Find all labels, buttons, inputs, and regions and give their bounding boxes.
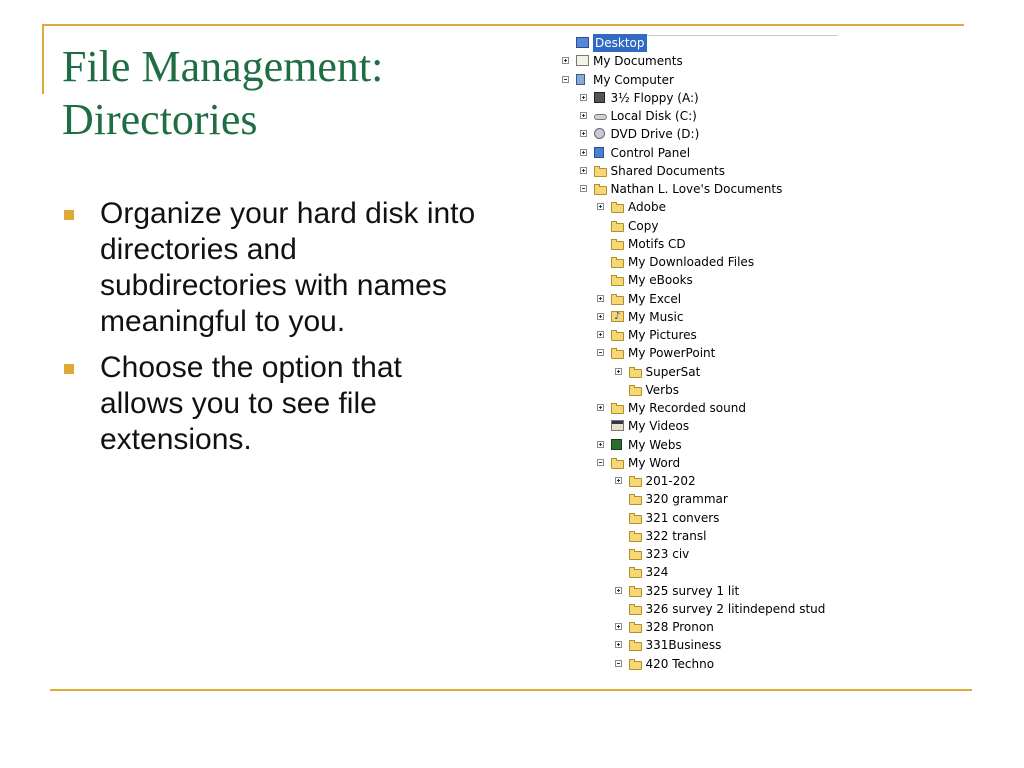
tree-node-label[interactable]: Motifs CD <box>628 236 686 251</box>
tree-node-label[interactable]: My Music <box>628 309 684 324</box>
folder-icon <box>629 496 642 505</box>
expand-toggle-icon[interactable] <box>615 623 622 630</box>
tree-node[interactable] <box>560 271 850 289</box>
tree-node[interactable] <box>560 436 850 454</box>
tree-node-label[interactable]: Control Panel <box>610 145 691 160</box>
folder-icon <box>629 387 642 396</box>
folder-icon <box>611 296 624 305</box>
tree-node[interactable] <box>560 363 850 381</box>
my-computer-icon <box>576 74 585 85</box>
tree-node[interactable] <box>560 399 850 417</box>
expand-toggle-icon[interactable] <box>615 587 622 594</box>
expand-toggle-icon[interactable] <box>615 477 622 484</box>
expand-toggle-icon[interactable] <box>615 368 622 375</box>
tree-node[interactable] <box>560 162 850 180</box>
tree-node-label[interactable]: My Pictures <box>628 328 697 342</box>
tree-node-label[interactable]: My eBooks <box>628 273 693 288</box>
folder-icon <box>629 533 642 542</box>
collapse-toggle-icon[interactable] <box>597 459 604 466</box>
bullet-list <box>62 196 482 468</box>
tree-node-label[interactable]: My PowerPoint <box>628 346 716 361</box>
tree-node[interactable] <box>560 454 850 472</box>
my-documents-icon <box>576 55 589 66</box>
folder-icon <box>629 369 642 378</box>
expand-toggle-icon[interactable] <box>597 203 604 210</box>
folder-icon <box>611 204 624 213</box>
tree-node[interactable] <box>560 545 850 563</box>
hard-disk-icon <box>594 114 607 120</box>
tree-node[interactable] <box>560 490 850 508</box>
expand-toggle-icon[interactable] <box>597 331 604 338</box>
tree-node[interactable] <box>560 253 850 271</box>
folder-icon <box>611 277 624 286</box>
tree-node-label[interactable]: SuperSat <box>645 364 701 379</box>
tree-node[interactable] <box>560 290 850 308</box>
tree-node-label[interactable]: DVD Drive (D:) <box>610 127 700 142</box>
folder-icon <box>611 259 624 268</box>
expand-toggle-icon[interactable] <box>615 641 622 648</box>
tree-node[interactable] <box>560 180 850 198</box>
tree-node-label[interactable]: 321 convers <box>645 510 720 525</box>
tree-node[interactable] <box>560 326 850 344</box>
tree-node-label[interactable]: My Webs <box>628 437 682 452</box>
folder-icon <box>611 223 624 232</box>
tree-node[interactable] <box>560 198 850 216</box>
tree-node[interactable] <box>560 582 850 600</box>
folder-icon <box>629 551 642 560</box>
top-rule <box>42 24 964 26</box>
expand-toggle-icon[interactable] <box>597 313 604 320</box>
tree-node-label[interactable]: Adobe <box>628 200 666 215</box>
tree-node-label[interactable]: Shared Documents <box>610 163 725 178</box>
tree-node[interactable] <box>560 125 850 143</box>
tree-node-label[interactable]: Local Disk (C:) <box>610 109 697 123</box>
folder-icon <box>594 186 607 195</box>
tree-node[interactable] <box>560 472 850 490</box>
video-folder-icon <box>611 420 624 431</box>
expand-toggle-icon[interactable] <box>580 149 587 156</box>
folder-icon <box>629 478 642 487</box>
folder-icon <box>629 569 642 578</box>
folder-icon <box>629 515 642 524</box>
tree-node[interactable] <box>560 71 850 89</box>
tree-node-label[interactable]: Copy <box>628 218 659 233</box>
tree-node[interactable] <box>560 636 850 654</box>
folder-icon <box>611 350 624 359</box>
tree-node[interactable] <box>560 144 850 162</box>
tree-node-label[interactable]: Nathan L. Love's Documents <box>610 182 783 196</box>
tree-node-label[interactable]: 322 transl <box>645 528 707 543</box>
slide-title-line-2: Directories <box>62 95 258 144</box>
tree-node-label[interactable]: 326 survey 2 litindepend stud <box>645 601 826 616</box>
tree-node[interactable] <box>560 655 850 673</box>
tree-node-label[interactable]: Desktop <box>595 36 645 50</box>
tree-node-label[interactable]: My Computer <box>593 72 674 87</box>
tree-node[interactable] <box>560 600 850 618</box>
tree-node-label[interactable]: 325 survey 1 lit <box>645 583 740 598</box>
tree-node[interactable] <box>560 107 850 125</box>
tree-node-label[interactable]: My Word <box>628 455 681 470</box>
tree-node-label[interactable]: My Videos <box>628 419 690 434</box>
webs-folder-icon <box>611 439 622 450</box>
tree-node[interactable] <box>560 381 850 399</box>
dvd-drive-icon <box>594 128 605 139</box>
tree-node-label[interactable]: My Downloaded Files <box>628 255 755 269</box>
tree-node-label[interactable]: My Documents <box>593 54 683 69</box>
tree-node-label[interactable]: 3½ Floppy (A:) <box>610 90 699 105</box>
tree-node[interactable] <box>560 527 850 545</box>
bullet-text: Organize your hard disk into directories and subdirectories with names meaningful to you. <box>100 197 476 338</box>
expand-toggle-icon[interactable] <box>597 441 604 448</box>
folder-icon <box>629 642 642 651</box>
tree-node[interactable] <box>560 344 850 362</box>
tree-node-label[interactable]: My Recorded sound <box>628 401 746 415</box>
tree-node[interactable] <box>560 235 850 253</box>
tree-node[interactable] <box>560 563 850 581</box>
bottom-rule <box>50 689 972 691</box>
tree-node[interactable] <box>560 308 850 326</box>
bullet-item <box>62 196 482 340</box>
expand-toggle-icon[interactable] <box>597 295 604 302</box>
folder-icon <box>594 168 607 177</box>
desktop-icon <box>576 37 589 48</box>
control-panel-icon <box>594 147 604 158</box>
folder-icon <box>629 624 642 633</box>
expand-toggle-icon[interactable] <box>597 404 604 411</box>
tree-node-label[interactable]: 420 Techno <box>645 656 715 671</box>
folder-tree[interactable] <box>560 34 850 673</box>
tree-node-label[interactable]: 323 civ <box>645 547 690 561</box>
tree-node[interactable] <box>560 52 850 70</box>
music-folder-icon <box>611 311 624 322</box>
expand-toggle-icon[interactable] <box>580 94 587 101</box>
square-bullet-icon <box>64 364 74 374</box>
expand-toggle-icon[interactable] <box>580 130 587 137</box>
folder-icon <box>629 606 642 615</box>
floppy-drive-icon <box>594 92 605 103</box>
folder-icon <box>611 332 624 341</box>
slide-title-line-1: File Management: <box>62 42 384 91</box>
tree-node-label[interactable]: 201-202 <box>645 474 696 488</box>
tree-node-label[interactable]: 324 <box>645 565 669 580</box>
left-rule <box>42 24 44 94</box>
expand-toggle-icon[interactable] <box>580 167 587 174</box>
bullet-item <box>62 350 482 458</box>
tree-node-label[interactable]: My Excel <box>628 291 682 306</box>
collapse-toggle-icon[interactable] <box>562 76 569 83</box>
collapse-toggle-icon[interactable] <box>580 185 587 192</box>
folder-icon <box>629 661 642 670</box>
folder-icon <box>629 588 642 597</box>
tree-node-label[interactable]: Verbs <box>645 382 679 397</box>
tree-node-label[interactable]: 331Business <box>645 638 722 653</box>
folder-icon <box>611 241 624 250</box>
tree-node[interactable] <box>560 417 850 435</box>
folder-icon <box>611 405 624 414</box>
tree-node-label[interactable]: 320 grammar <box>645 492 728 507</box>
slide-title <box>62 40 512 146</box>
tree-node[interactable] <box>560 89 850 107</box>
square-bullet-icon <box>64 210 74 220</box>
collapse-toggle-icon[interactable] <box>615 660 622 667</box>
tree-node[interactable] <box>560 618 850 636</box>
tree-node[interactable] <box>560 217 850 235</box>
tree-node[interactable] <box>560 509 850 527</box>
bullet-text: Choose the option that allows you to see file extensions. <box>100 351 402 456</box>
tree-node[interactable] <box>560 34 850 52</box>
tree-node-label[interactable]: 328 Pronon <box>645 620 714 634</box>
collapse-toggle-icon[interactable] <box>597 349 604 356</box>
expand-toggle-icon[interactable] <box>562 57 569 64</box>
expand-toggle-icon[interactable] <box>580 112 587 119</box>
folder-icon <box>611 460 624 469</box>
